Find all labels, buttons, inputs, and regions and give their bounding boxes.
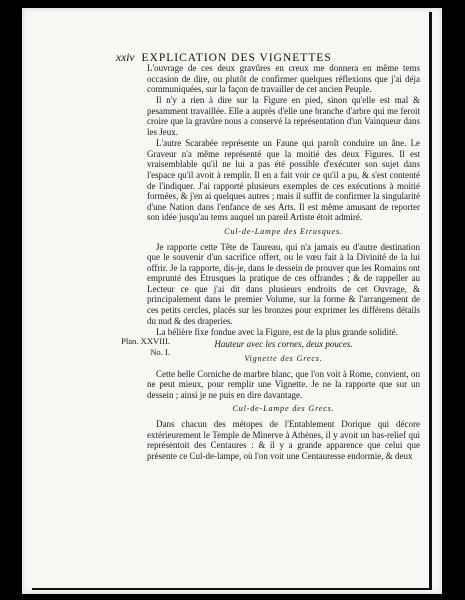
page-title: EXPLICATION DES VIGNETTES (141, 52, 332, 64)
measurement-note: Hauteur avec les cornes, deux pouces. (214, 339, 353, 350)
body-text (147, 63, 420, 462)
page-number: xxiv (116, 52, 135, 64)
plate-number: No. I. (150, 346, 170, 357)
margin-plate-reference (94, 336, 170, 357)
page-frame-right (429, 12, 432, 590)
section-caption: Vignette des Grecs. (244, 353, 323, 363)
plate-label: Plan. XXVIII. (121, 336, 170, 346)
section-caption: Cul-de-Lampe des Grecs. (232, 404, 335, 414)
paragraph: Il n'y a rien à dire sur la Figure en pied, sinon qu'elle est mal & pesamment travaillée. Elle a auprès d'elle une branche d'arbre qui me feroit croire que la gravûre nous a conservé la représentation d'un Vainqueur dans les Jeux. (147, 95, 420, 138)
section-caption: Cul-de-Lampe des Etrusques. (224, 226, 343, 236)
paragraph: Cette belle Corniche de marbre blanc, que l'on voit à Rome, convient, on ne peut mieux, pour remplir une Vignette. Je ne la rapporte que sur un dessein ; ainsi je ne puis en dire davantage. (147, 368, 420, 400)
paragraph: L'autre Scarabée représente un Faune qui paroît conduire un âne. Le Graveur n'a même représenté que la moitié des deux Figures. Il est vraisemblable qu'il ne lui a pas été possible d'exécuter son sujet dans l'espace qu'il avoit à remplir. Il en a fait voir ce qu'il a pu, & s'est contenté de l'indiquer. J'ai rapporté plusieurs exemples de ces exécutions à moitié formées, & j'en ai quelques autres ; mais il suffit de confirmer la singularité d'une Nation dans l'enfance de ses Arts. Il est même amusant de reporter son idée jusqu'au tems auquel un pareil Artiste étoit admiré. (147, 138, 420, 223)
page-frame-bottom (32, 588, 432, 590)
paragraph: La bélière fixe fondue avec la Figure, est de la plus grande solidité. (156, 326, 398, 337)
paragraph: Dans chacun des métopes de l'Entablement Dorique qui décore extérieurement le Temple de Minerve à Athènes, il y avoit un bas-relief qui représentoit des Centaures : & il y a grande apparence que celui que présente ce Cul-de-lampe, où l'on voit une Centauresse endormie, & deux (147, 418, 420, 461)
paragraph: Je rapporte cette Tête de Taureau, qui n'a jamais eu d'autre destination que le souvenir d'un sacrifice offert, ou le vœu fait à la Divinité de la lui offrir. Je la rapporte, dis-je, dans le dessein de prouver que les Romains ont emprunté des Etrusques la pratique de ces offrandes ; & de rappeller au Lecteur ce que j'ai dit dans plusieurs endroits de cet Ouvrage, & principalement dans le premier Volume, sur la forme & l'arrangement de ces petits cercles, placés sur les bronzes pour exprimer les différens détails du nud & des draperies. (147, 241, 420, 326)
paragraph: L'ouvrage de ces deux gravûres en creux me donnera en même tems occasion de dire, ou plutôt de confirmer quelques réflexions que j'ai déja communiquées, sur la façon de travailler de cet ancien Peuple. (147, 63, 420, 95)
